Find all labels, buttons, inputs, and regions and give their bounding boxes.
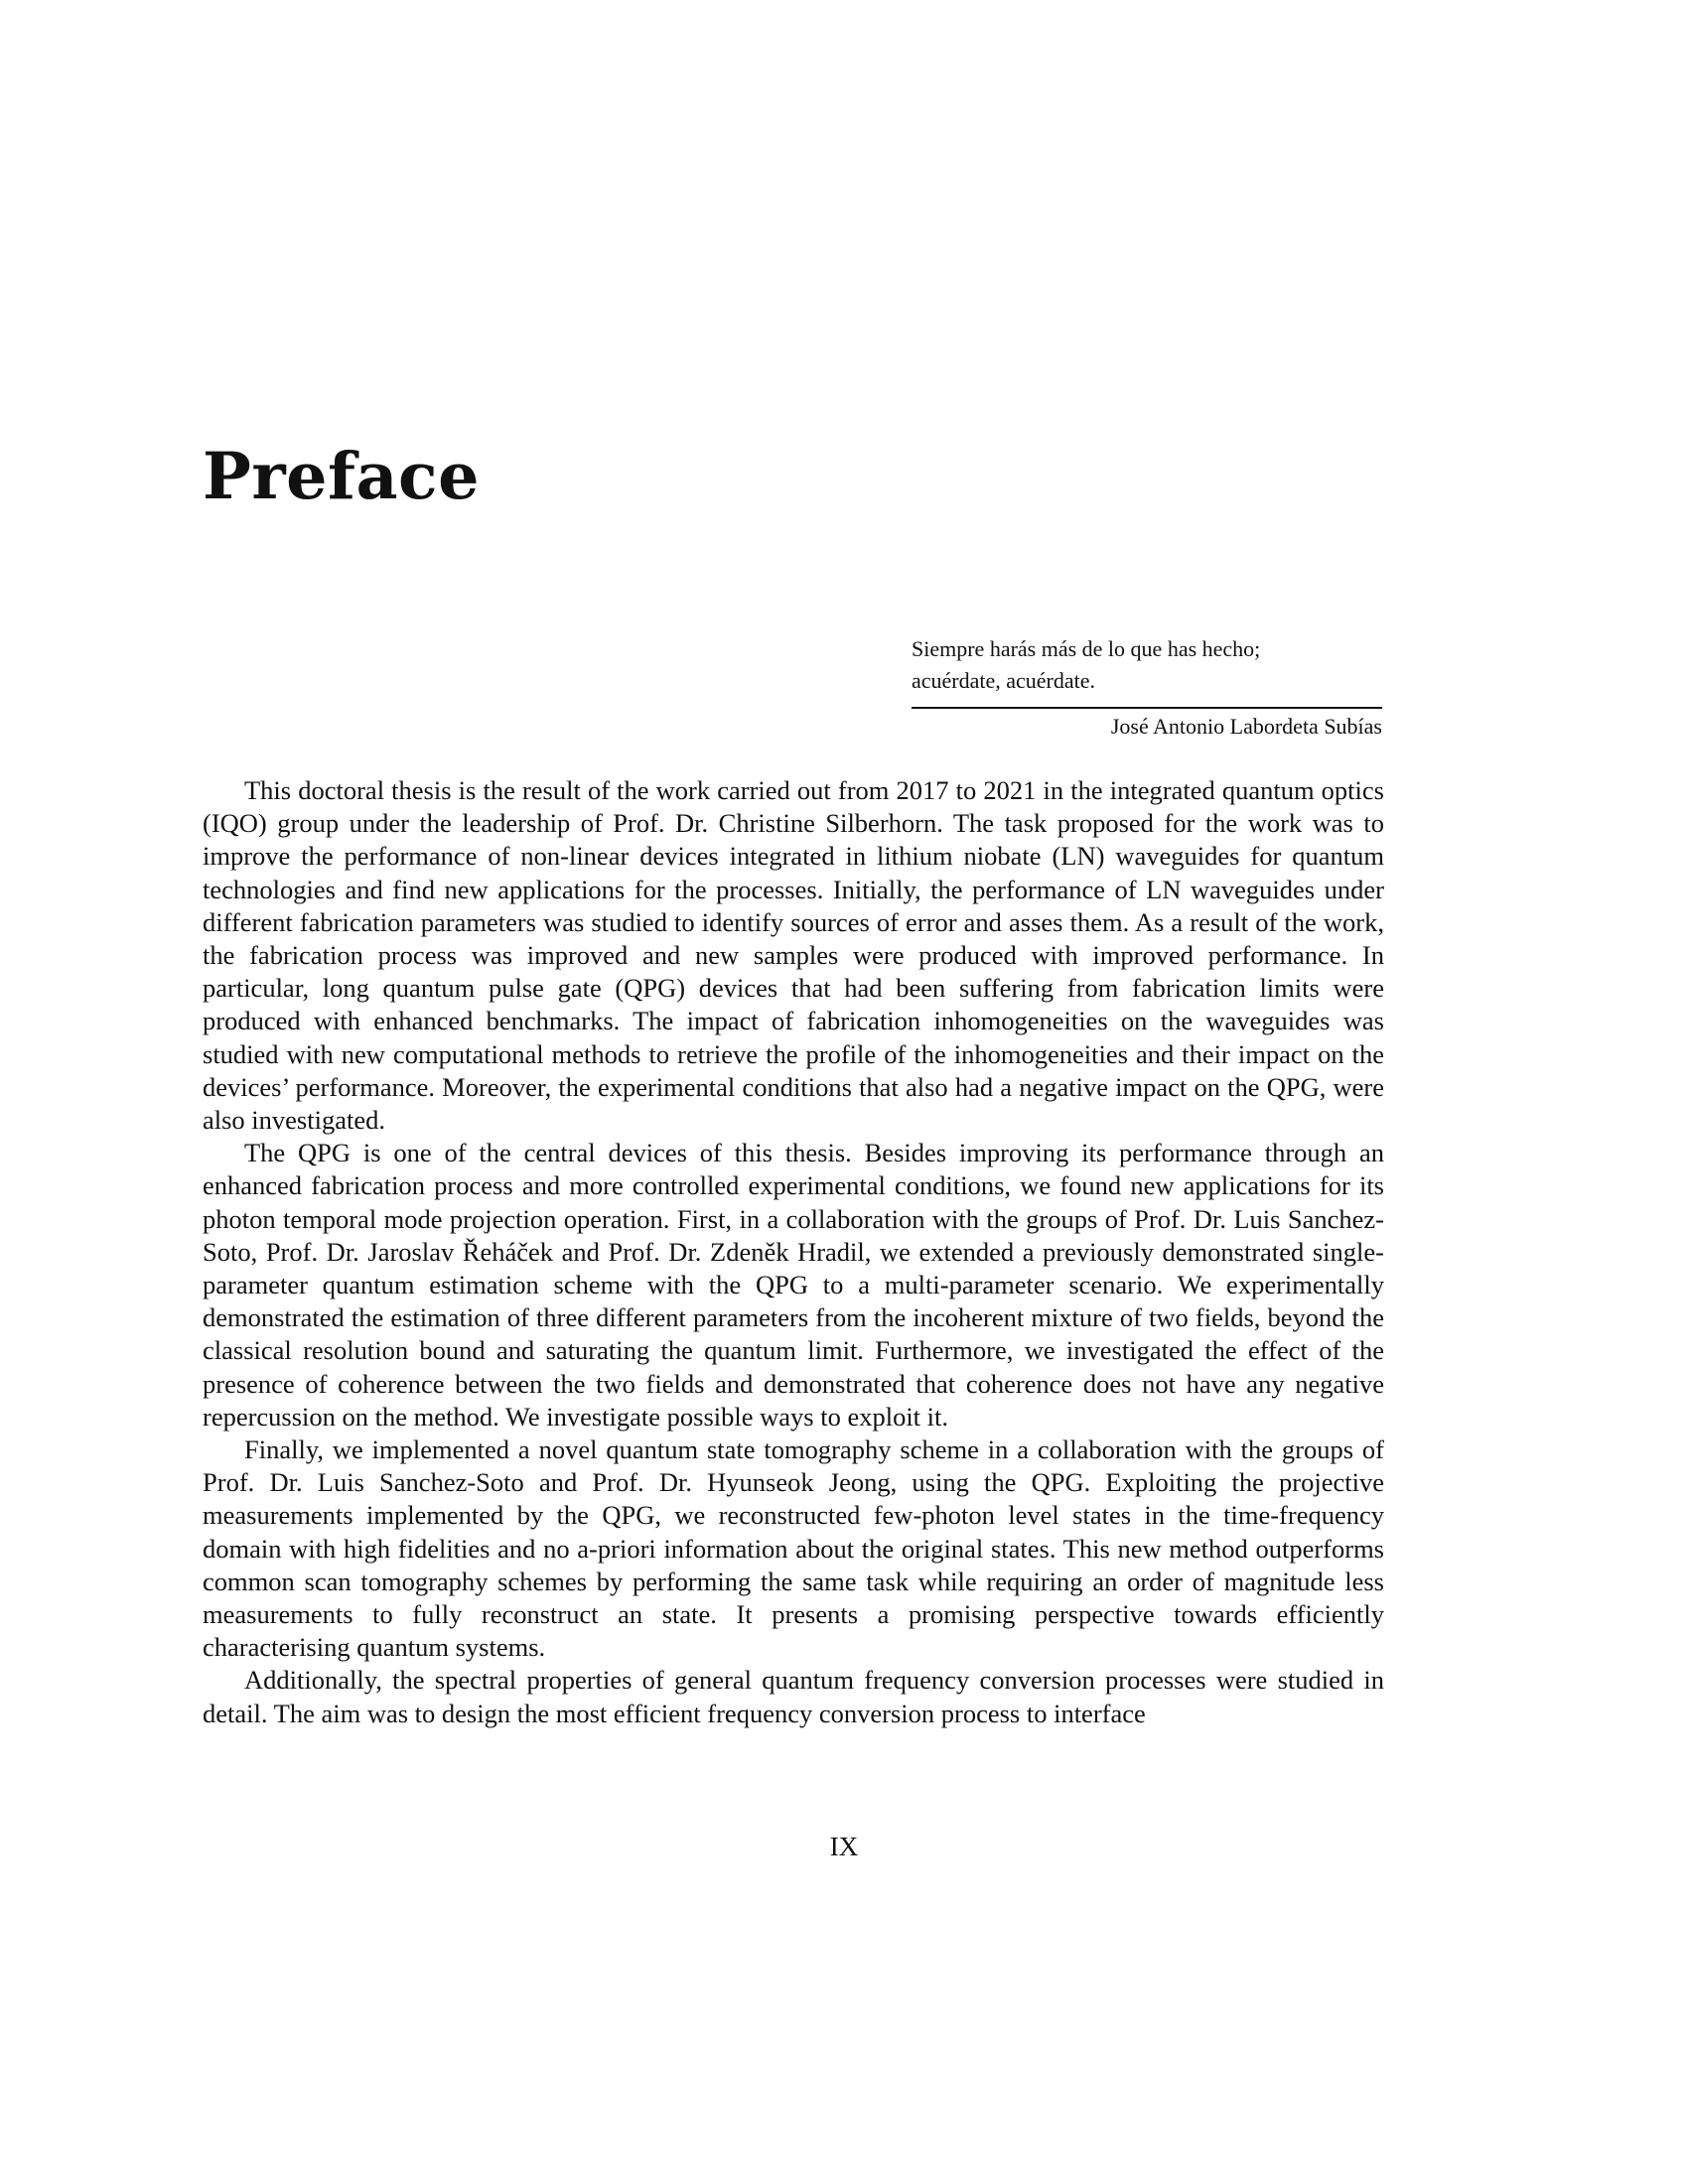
epigraph-author: José Antonio Labordeta Subías [1110, 714, 1382, 739]
paragraph-1: This doctoral thesis is the result of the work carried out from 2017 to 2021 in the integrated quantum optics (IQO) group under the leadership of Prof. Dr. Christine Silberhorn. The task proposed for the work was to improve the performance of non-linear devices integrated in lithium niobate (LN) waveguides for quantum technologies and find new applications for the processes. Initially, the performance of LN waveguides under different fabrication parameters was studied to identify sources of error and asses them. As a result of the work, the fabrication process was improved and new samples were produced with improved performance. In particular, long quantum pulse gate (QPG) devices that had been suffering from fabrication limits were produced with enhanced benchmarks. The impact of fabrication inhomogeneities on the waveguides was studied with new computational methods to retrieve the profile of the inhomogeneities and their impact on the devices’ performance. Moreover, the experimental conditions that also had a negative impact on the QPG, were also investigated. [203, 775, 1384, 1136]
paragraph-2: The QPG is one of the central devices of this thesis. Besides improving its performance through an enhanced fabrication process and more controlled experimental conditions, we found new applications for its photon temporal mode projection operation. First, in a collaboration with the groups of Prof. Dr. Luis Sanchez-Soto, Prof. Dr. Jaroslav Řeháček and Prof. Dr. Zdeněk Hradil, we extended a previously demonstrated single-parameter quantum estimation scheme with the QPG to a multi-parameter scenario. We experimentally demonstrated the estimation of three different parameters from the incoherent mixture of two fields, beyond the classical resolution bound and saturating the quantum limit. Furthermore, we investigated the effect of the presence of coherence between the two fields and demonstrated that coherence does not have any negative repercussion on the method. We investigate possible ways to exploit it. [203, 1138, 1384, 1432]
paragraph-3: Finally, we implemented a novel quantum state tomography scheme in a collaboration with the groups of Prof. Dr. Luis Sanchez-Soto and Prof. Dr. Hyunseok Jeong, using the QPG. Exploiting the projective measurements implemented by the QPG, we reconstructed few-photon level states in the time-frequency domain with high fidelities and no a-priori information about the original states. This new method outperforms common scan tomography schemes by performing the same task while requiring an order of magnitude less measurements to fully reconstruct an state. It presents a promising perspective towards efficiently characterising quantum systems. [203, 1434, 1384, 1663]
page-number: IX [829, 1832, 859, 1861]
epigraph [912, 633, 1382, 743]
epigraph-line-2: acuérdate, acuérdate. [912, 668, 1096, 693]
epigraph-divider [912, 707, 1382, 709]
chapter-title: Preface [203, 439, 480, 514]
paragraph-4: Additionally, the spectral properties of general quantum frequency conversion processes were studied in detail. The aim was to design the most efficient frequency conversion process to interface [203, 1665, 1384, 1728]
preface-body [203, 774, 1384, 1730]
epigraph-line-1: Siempre harás más de lo que has hecho; [912, 636, 1261, 661]
